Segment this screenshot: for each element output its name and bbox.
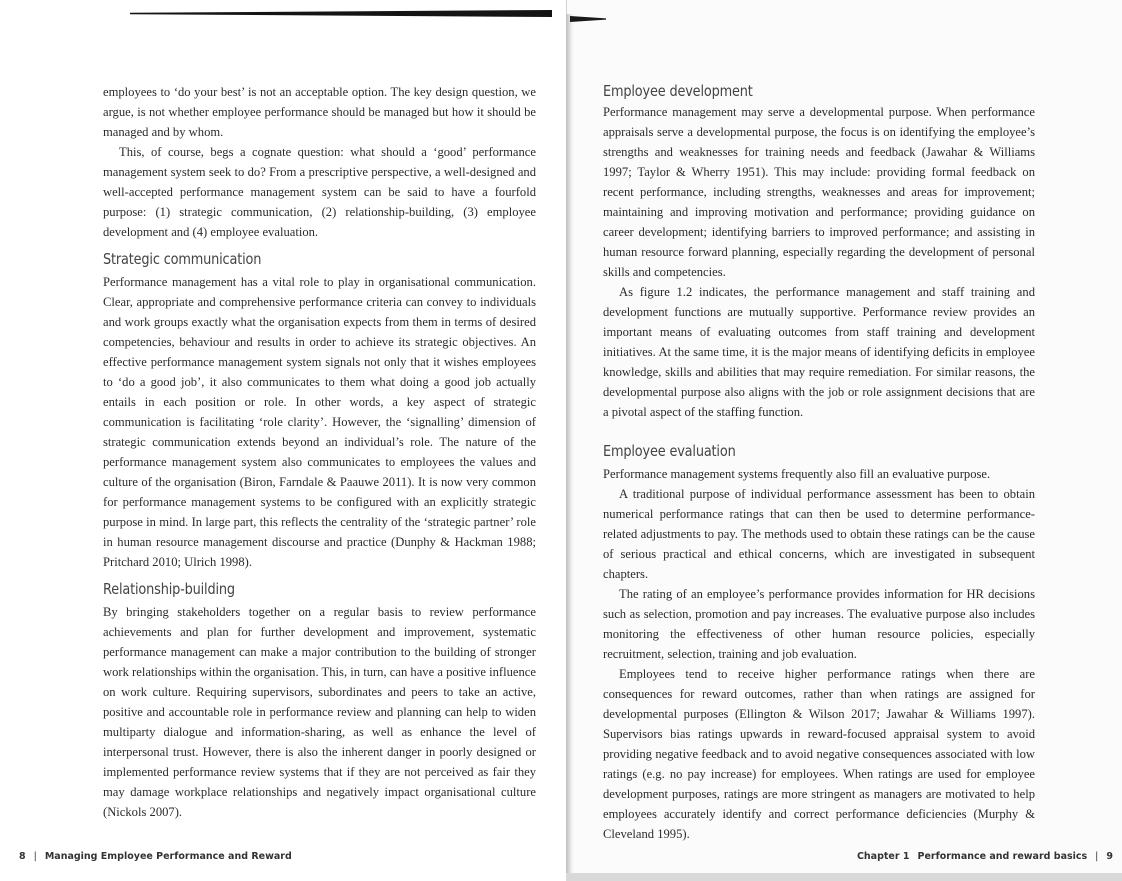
left-page-footer	[19, 851, 292, 862]
heading-relationship-building: Relationship-building	[103, 580, 235, 598]
evaluation-paragraph-1: Performance management systems frequently also fill an evaluative purpose.	[603, 467, 991, 481]
left-page-number: 8	[19, 851, 26, 862]
evaluation-paragraph-3: The rating of an employee’s performance provides information for HR decisions such as selection, promotion and pay increases. The evaluative purpose also includes monitoring the effectiveness of other human resource policies, especially recruitment, selection, training and job evaluation.	[603, 587, 1035, 661]
evaluation-paragraph-2: A traditional purpose of individual performance assessment has been to obtain numerical performance ratings that can then be used to determine performance-related adjustments to pay. The methods used to obtain these ratings can be the cause of serious practical and ethical concerns, which are investigated in subsequent chapters.	[603, 487, 1035, 581]
development-paragraph-1: Performance management may serve a developmental purpose. When performance appraisals serve a developmental purpose, the focus is on identifying the employee’s strengths and weaknesses for training needs and feedback (Jawahar & Williams 1997; Taylor & Wherry 1951). This may include: providing formal feedback on recent performance, including strengths, weaknesses and areas for improvement; maintaining and improving motivation and performance; providing guidance on career development; identifying barriers to improved performance; and assisting in human resource forward planning, especially regarding the development of personal skills and competencies.	[603, 105, 1035, 279]
relationship-building-paragraph: By bringing stakeholders together on a regular basis to review performance achievements and plan for further development and improvement, systematic performance management can make a major contribution to the building of stronger work relationships within the organisation. This, in turn, can have a positive influence on work culture. Requiring supervisors, subordinates and peers to take an active, positive and accountable role in performance review and planning can help to widen multiparty dialogue and information-sharing, as well as enhance the level of interpersonal trust. However, there is also the inherent danger in poorly designed or implemented performance review systems that if they are not perceived as fair they may damage workplace relationships and negatively impact organisational culture (Nickols 2007).	[103, 605, 536, 819]
evaluation-paragraph-4: Employees tend to receive higher performance ratings when there are consequences for reward outcomes, rather than when ratings are assigned for developmental purposes (Ellington & Wilson 2017; Jawahar & Williams 1997). Supervisors bias ratings upwards in reward-focused appraisal system to avoid providing negative feedback and to avoid negative consequences associated with low ratings (e.g. no pay increase) for employees. When ratings are used for employee development purposes, ratings are more stringent as managers are motivated to help employees accurately identify and correct performance deficiencies (Murphy & Cleveland 1995).	[603, 667, 1035, 841]
intro-paragraph-1: employees to ‘do your best’ is not an acceptable option. The key design question, we argue, is not whether employee performance should be managed but how it should be managed and by whom.	[103, 85, 536, 139]
heading-employee-evaluation: Employee evaluation	[603, 442, 736, 460]
heading-strategic-communication: Strategic communication	[103, 250, 262, 268]
footer-separator: |	[1095, 851, 1099, 862]
footer-separator: |	[33, 851, 37, 862]
development-paragraph-2: As figure 1.2 indicates, the performance management and staff training and development functions are mutually supportive. Performance review provides an important means of evaluating outcomes from staff training and development initiatives. At the same time, it is the major means of identifying deficits in employee knowledge, skills and abilities that may require remediation. For similar reasons, the developmental purpose also aligns with the job or role assignment decisions that are a pivotal aspect of the staffing function.	[603, 285, 1035, 419]
left-text-column	[103, 82, 536, 822]
intro-paragraph-2: This, of course, begs a cognate question: what should a ‘good’ performance management system seek to do? From a prescriptive perspective, a well-designed and well-accepted performance management system can be said to have a fourfold purpose: (1) strategic communication, (2) relationship-building, (3) employee development and (4) employee evaluation.	[103, 145, 536, 239]
chapter-label: Chapter 1	[856, 851, 910, 862]
right-page-footer	[857, 851, 1113, 862]
strategic-communication-paragraph: Performance management has a vital role to play in organisational communication. Clear, appropriate and comprehensive performance criteria can convey to individuals and work groups exactly what the organisation expects from them in terms of desired competencies, behaviour and results in order to achieve its strategic objectives. An effective performance management system signals not only that it wishes employees to ‘do a good job’, it also communicates to them what doing a good job actually entails in each position or role. In other words, a key aspect of strategic communication is facilitating ‘role clarity’. However, the ‘signalling’ dimension of strategic communication extends beyond an individual’s role. The nature of the performance management system also communicates to employees the values and culture of the organisation (Biron, Farndale & Paauwe 2011). It is now very common for performance management systems to be configured with an explicitly strategic purpose in mind. In large part, this reflects the centrality of the ‘strategic partner’ role in human resource management discourse and practice (Dunphy & Hackman 1988; Pritchard 2010; Ulrich 1998).	[103, 275, 536, 569]
heading-employee-development: Employee development	[603, 82, 753, 100]
book-gutter	[566, 14, 574, 881]
chapter-title: Performance and reward basics	[917, 851, 1088, 862]
right-page-number: 9	[1106, 851, 1113, 862]
book-title: Managing Employee Performance and Reward	[44, 851, 292, 862]
right-text-column	[603, 80, 1035, 844]
page-bottom-edge	[566, 873, 1122, 881]
